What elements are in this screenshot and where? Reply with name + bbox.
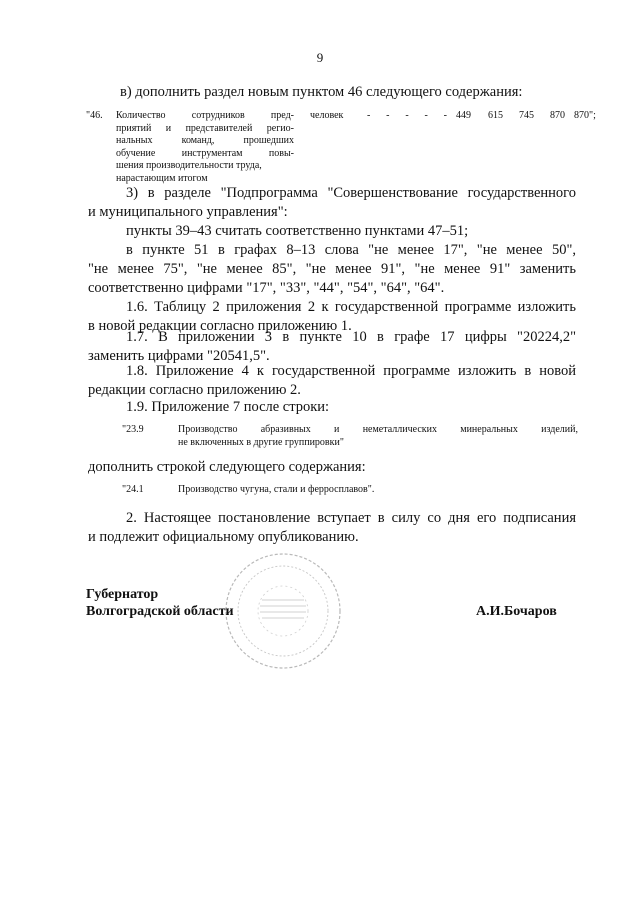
paragraph-2-line: 2. Настоящее постановление вступает в силу со дня его подписания bbox=[126, 510, 576, 526]
paragraph-2-line: и подлежит официальному опубликованию. bbox=[88, 529, 359, 545]
row46-name-line: нальных команд, прошедших bbox=[116, 135, 294, 146]
paragraph-add-row: дополнить строкой следующего содержания: bbox=[88, 459, 366, 475]
row46-name-line: обучение инструментам повы- bbox=[116, 147, 294, 159]
paragraph-1-6-line: 1.6. Таблицу 2 приложения 2 к государственной программе изложить bbox=[126, 299, 576, 315]
paragraph-3a: пункты 39–43 считать соответственно пунктами 47–51; bbox=[126, 223, 469, 239]
row46-dashes bbox=[367, 110, 447, 123]
paragraph-3b-line: соответственно цифрами "17", "33", "44", "54", "64", "64". bbox=[88, 280, 445, 296]
paragraph-3b bbox=[88, 241, 576, 298]
row46-name-line: шения производительности труда, bbox=[116, 160, 262, 171]
paragraph-1-7-line: 1.7. В приложении 3 в пункте 10 в графе 17 цифры "20224,2" bbox=[126, 329, 576, 345]
row46-name-line: нарастающим итогом bbox=[116, 172, 208, 184]
row46-name-line: Количество сотрудников пред- bbox=[116, 110, 294, 121]
official-stamp bbox=[222, 550, 344, 672]
paragraph-2 bbox=[88, 509, 576, 547]
paragraph-3-line: и муниципального управления": bbox=[88, 204, 288, 220]
table-row-46 bbox=[86, 110, 596, 184]
paragraph-1-9: 1.9. Приложение 7 после строки: bbox=[126, 399, 330, 415]
row46-name-line: приятий и представителей регио- bbox=[116, 122, 294, 134]
paragraph-1-8 bbox=[88, 362, 576, 400]
row46-value: 449 bbox=[456, 110, 471, 121]
row46-value: 615 bbox=[488, 110, 503, 121]
signature-title bbox=[86, 586, 234, 620]
signature-title-line: Губернатор bbox=[86, 587, 159, 602]
paragraph-3b-line: в пункте 51 в графах 8–13 слова "не менее 17", "не менее 50", bbox=[126, 242, 576, 258]
row46-unit: человек bbox=[310, 110, 344, 121]
row239-line: Производство абразивных и неметаллических минеральных изделий, bbox=[178, 424, 578, 435]
row239-code: "23.9 bbox=[122, 424, 144, 435]
row46-dash: - bbox=[443, 110, 447, 121]
row46-value: 745 bbox=[519, 110, 534, 121]
paragraph-1-8-line: 1.8. Приложение 4 к государственной программе изложить в новой bbox=[126, 363, 576, 379]
row46-dash: - bbox=[424, 110, 428, 121]
row46-value: 870 bbox=[550, 110, 565, 121]
row241-code: "24.1 bbox=[122, 484, 144, 495]
row46-dash: - bbox=[367, 110, 371, 121]
paragraph-1-8-line: редакции согласно приложению 2. bbox=[88, 382, 301, 398]
row46-name bbox=[116, 110, 294, 185]
row241-text: Производство чугуна, стали и ферросплавов". bbox=[178, 484, 375, 495]
paragraph-1-7 bbox=[88, 328, 576, 366]
page-number: 9 bbox=[316, 50, 324, 65]
paragraph-1-6-line: в новой редакции согласно приложению 1. bbox=[88, 318, 352, 334]
row46-number: "46. bbox=[86, 110, 103, 121]
paragraph-3-line: 3) в разделе "Подпрограмма "Совершенствование государственного bbox=[126, 185, 576, 201]
row239-text bbox=[178, 424, 578, 449]
row46-value: 870"; bbox=[574, 110, 596, 121]
row46-dash: - bbox=[405, 110, 409, 121]
signature-title-line: Волгоградской области bbox=[86, 604, 234, 619]
paragraph-3 bbox=[88, 184, 576, 222]
row46-dash: - bbox=[386, 110, 390, 121]
paragraph-3b-line: "не менее 75", "не менее 85", "не менее 91", "не менее 91" заменить bbox=[88, 261, 576, 277]
row239-line: не включенных в другие группировки" bbox=[178, 436, 344, 448]
paragraph-item-v: в) дополнить раздел новым пунктом 46 следующего содержания: bbox=[120, 84, 523, 100]
paragraph-1-7-line: заменить цифрами "20541,5". bbox=[88, 348, 270, 364]
signature-name: А.И.Бочаров bbox=[476, 604, 557, 619]
